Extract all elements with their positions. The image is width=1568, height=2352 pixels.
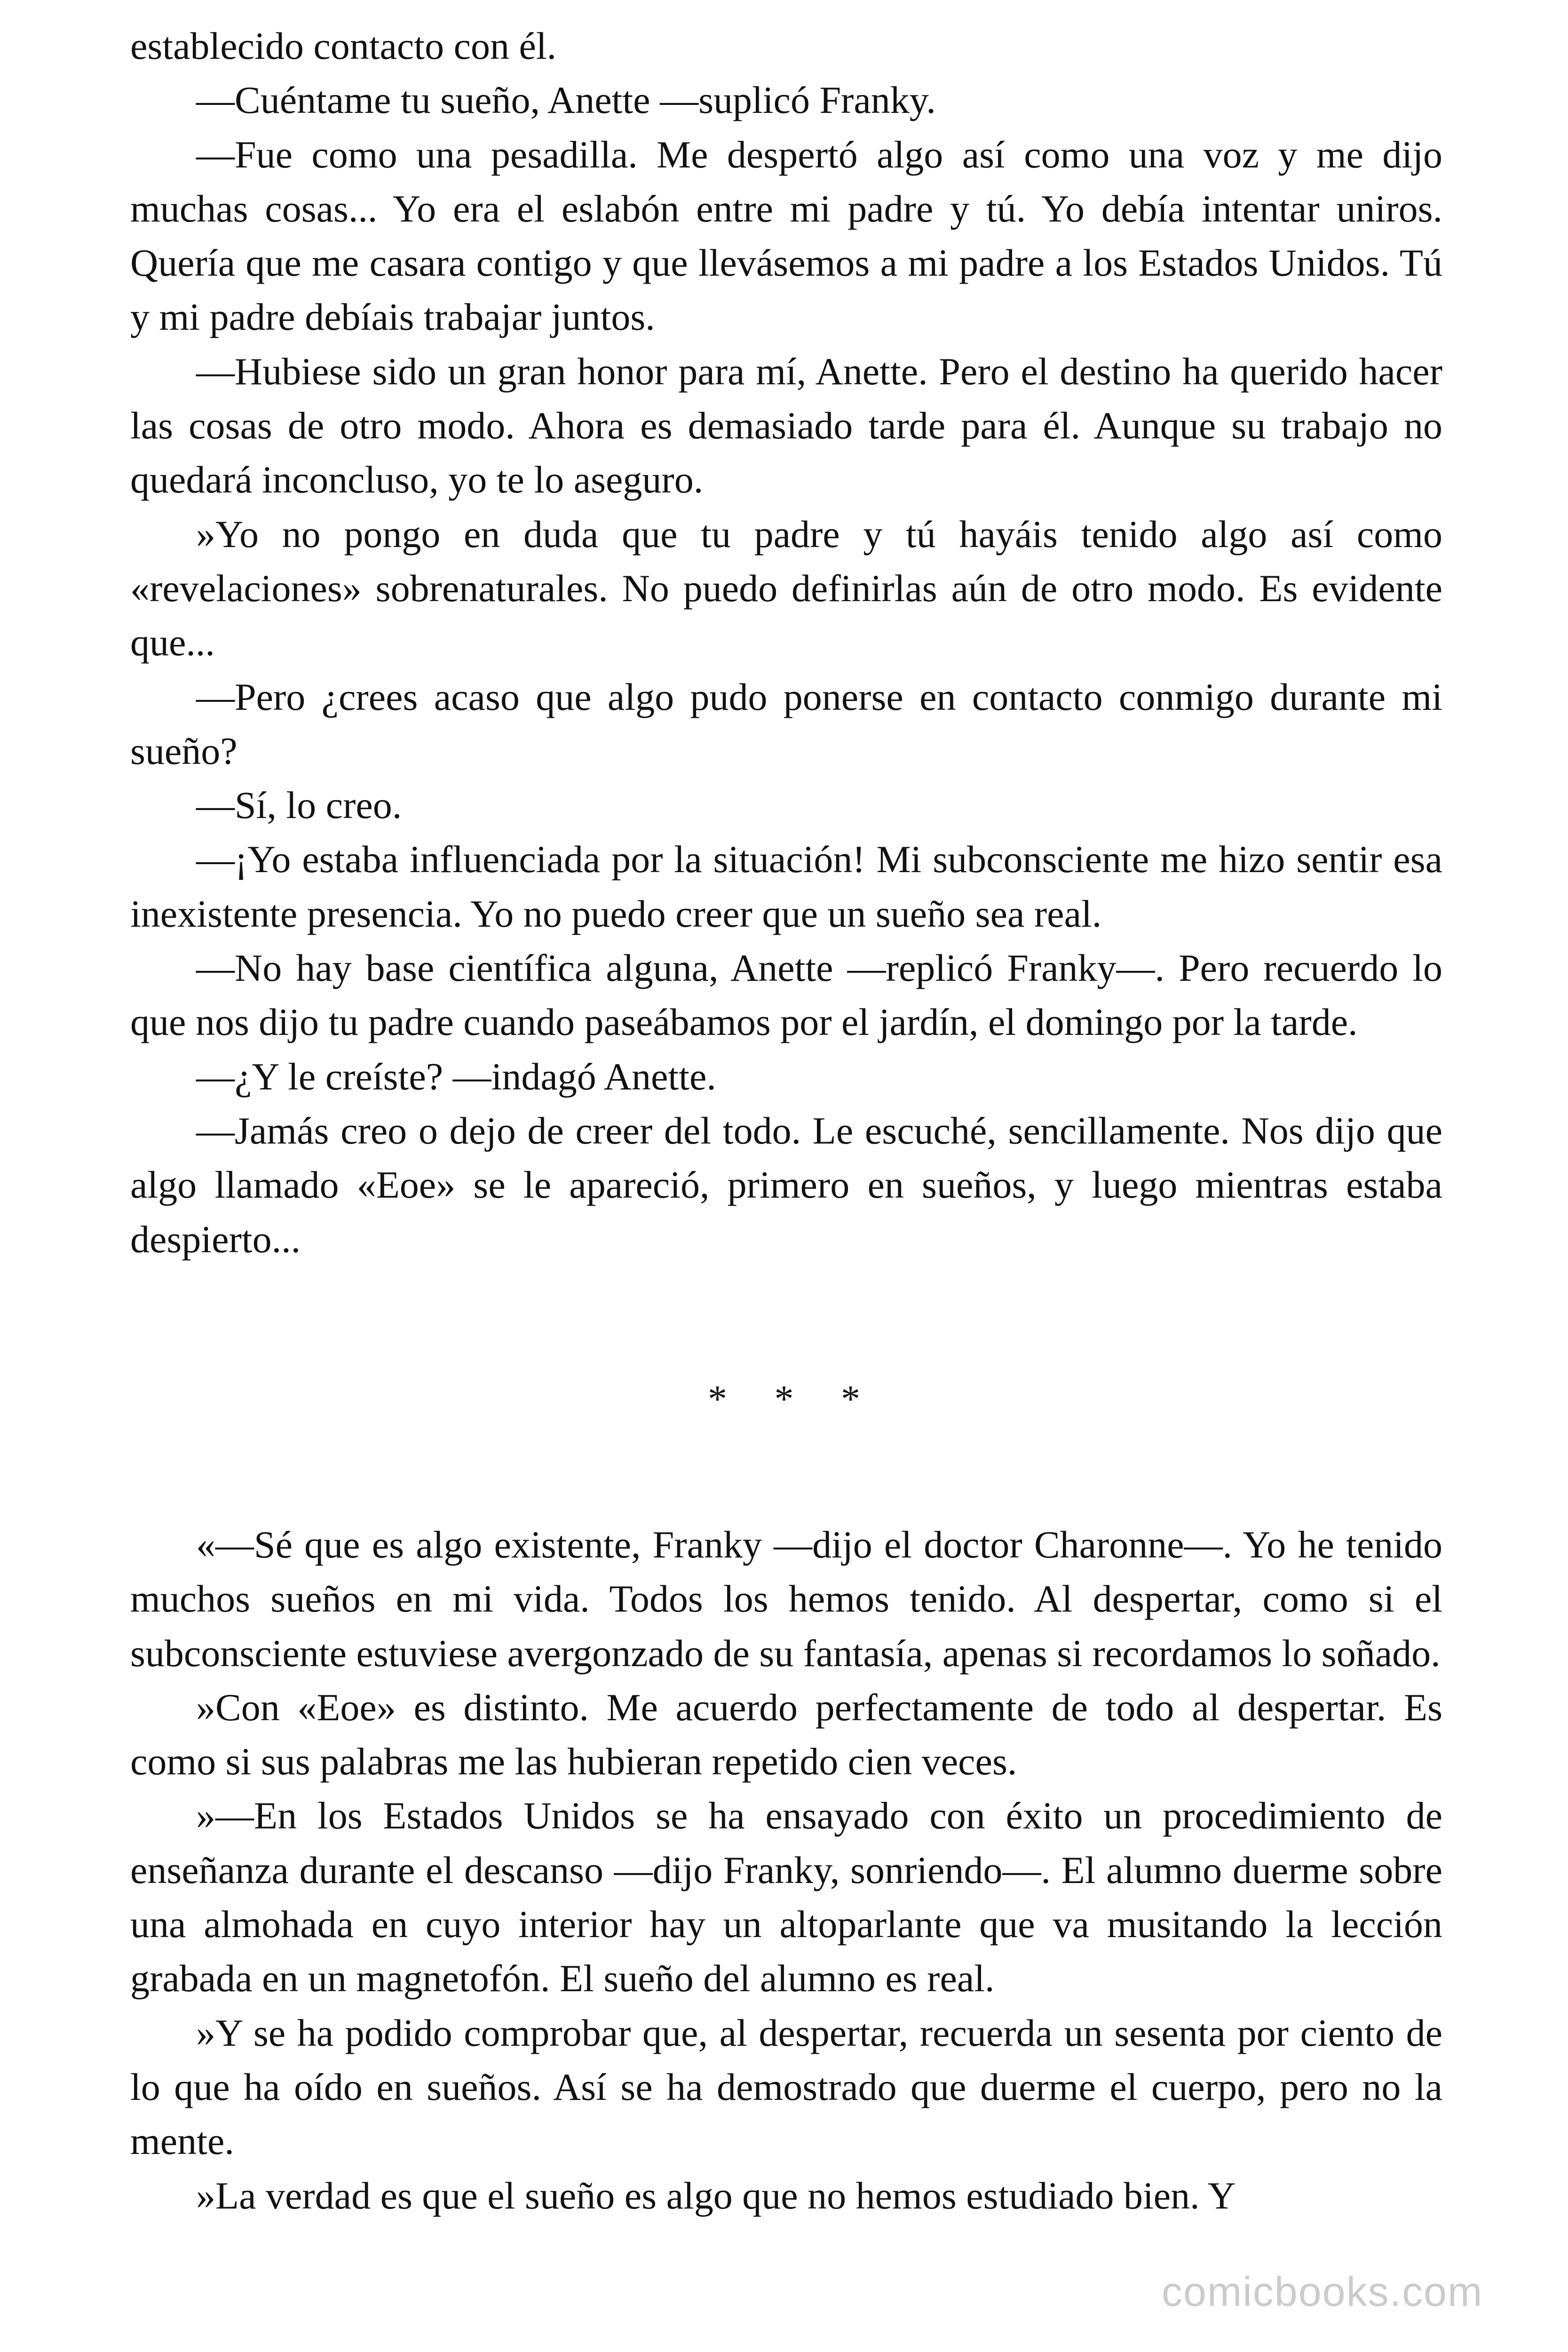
section-one-text [130, 19, 1442, 1266]
paragraph: —No hay base científica alguna, Anette —replicó Franky—. Pero recuerdo lo que nos dijo tu padre cuando paseábamos por el jardín, el domingo por la tarde. [130, 946, 1442, 1044]
paragraph: »Y se ha podido comprobar que, al despertar, recuerda un sesenta por ciento de lo que ha oído en sueños. Así se ha demostrado que duerme el cuerpo, pero no la mente. [130, 2011, 1442, 2163]
paragraph: establecido contacto con él. [130, 24, 557, 67]
paragraph: «—Sé que es algo existente, Franky —dijo el doctor Charonne—. Yo he tenido muchos sueños en mi vida. Todos los hemos tenido. Al despertar, como si el subconsciente estuviese avergonzado de su fantasía, apenas si recordamos lo soñado. [130, 1523, 1442, 1675]
paragraph: —Sí, lo creo. [196, 784, 402, 827]
paragraph: —Hubiese sido un gran honor para mí, Anette. Pero el destino ha querido hacer las cosas de otro modo. Ahora es demasiado tarde para él. Aunque su trabajo no quedará inconcluso, yo te lo aseguro. [130, 350, 1442, 501]
watermark: comicbooks.com [1162, 2268, 1483, 2315]
paragraph: »Yo no pongo en duda que tu padre y tú hayáis tenido algo así como «revelaciones» sobrenaturales. No puedo definirlas aún de otro modo. Es evidente que... [130, 512, 1442, 664]
paragraph: »—En los Estados Unidos se ha ensayado con éxito un procedimiento de enseñanza durante el descanso —dijo Franky, sonriendo—. El alumno duerme sobre una almohada en cuyo interior hay un altoparlante que va musitando la lección grabada en un magnetofón. El sueño del alumno es real. [130, 1794, 1442, 2000]
paragraph: —Pero ¿crees acaso que algo pudo ponerse en contacto conmigo durante mi sueño? [130, 675, 1442, 772]
paragraph: —Cuéntame tu sueño, Anette —suplicó Franky. [196, 79, 936, 122]
paragraph: —¡Yo estaba influenciada por la situación! Mi subconsciente me hizo sentir esa inexistente presencia. Yo no puedo creer que un sueño sea real. [130, 838, 1442, 935]
paragraph: »Con «Eoe» es distinto. Me acuerdo perfectamente de todo al despertar. Es como si sus palabras me las hubieran repetido cien veces. [130, 1685, 1442, 1783]
paragraph: —¿Y le creíste? —indagó Anette. [196, 1055, 716, 1098]
paragraph: »La verdad es que el sueño es algo que no hemos estudiado bien. Y [196, 2174, 1236, 2217]
paragraph: —Jamás creo o dejo de creer del todo. Le escuché, sencillamente. Nos dijo que algo llamado «Eoe» se le apareció, primero en sueños, y luego mientras estaba despierto... [130, 1109, 1442, 1261]
section-two-text [130, 1518, 1442, 2223]
paragraph: —Fue como una pesadilla. Me despertó algo así como una voz y me dijo muchas cosas... Yo era el eslabón entre mi padre y tú. Yo debía intentar uniros. Quería que me casara contigo y que llevásemos a mi padre a los Estados Unidos. Tú y mi padre debíais trabajar juntos. [130, 133, 1442, 339]
section-separator: * * * [708, 1377, 879, 1420]
